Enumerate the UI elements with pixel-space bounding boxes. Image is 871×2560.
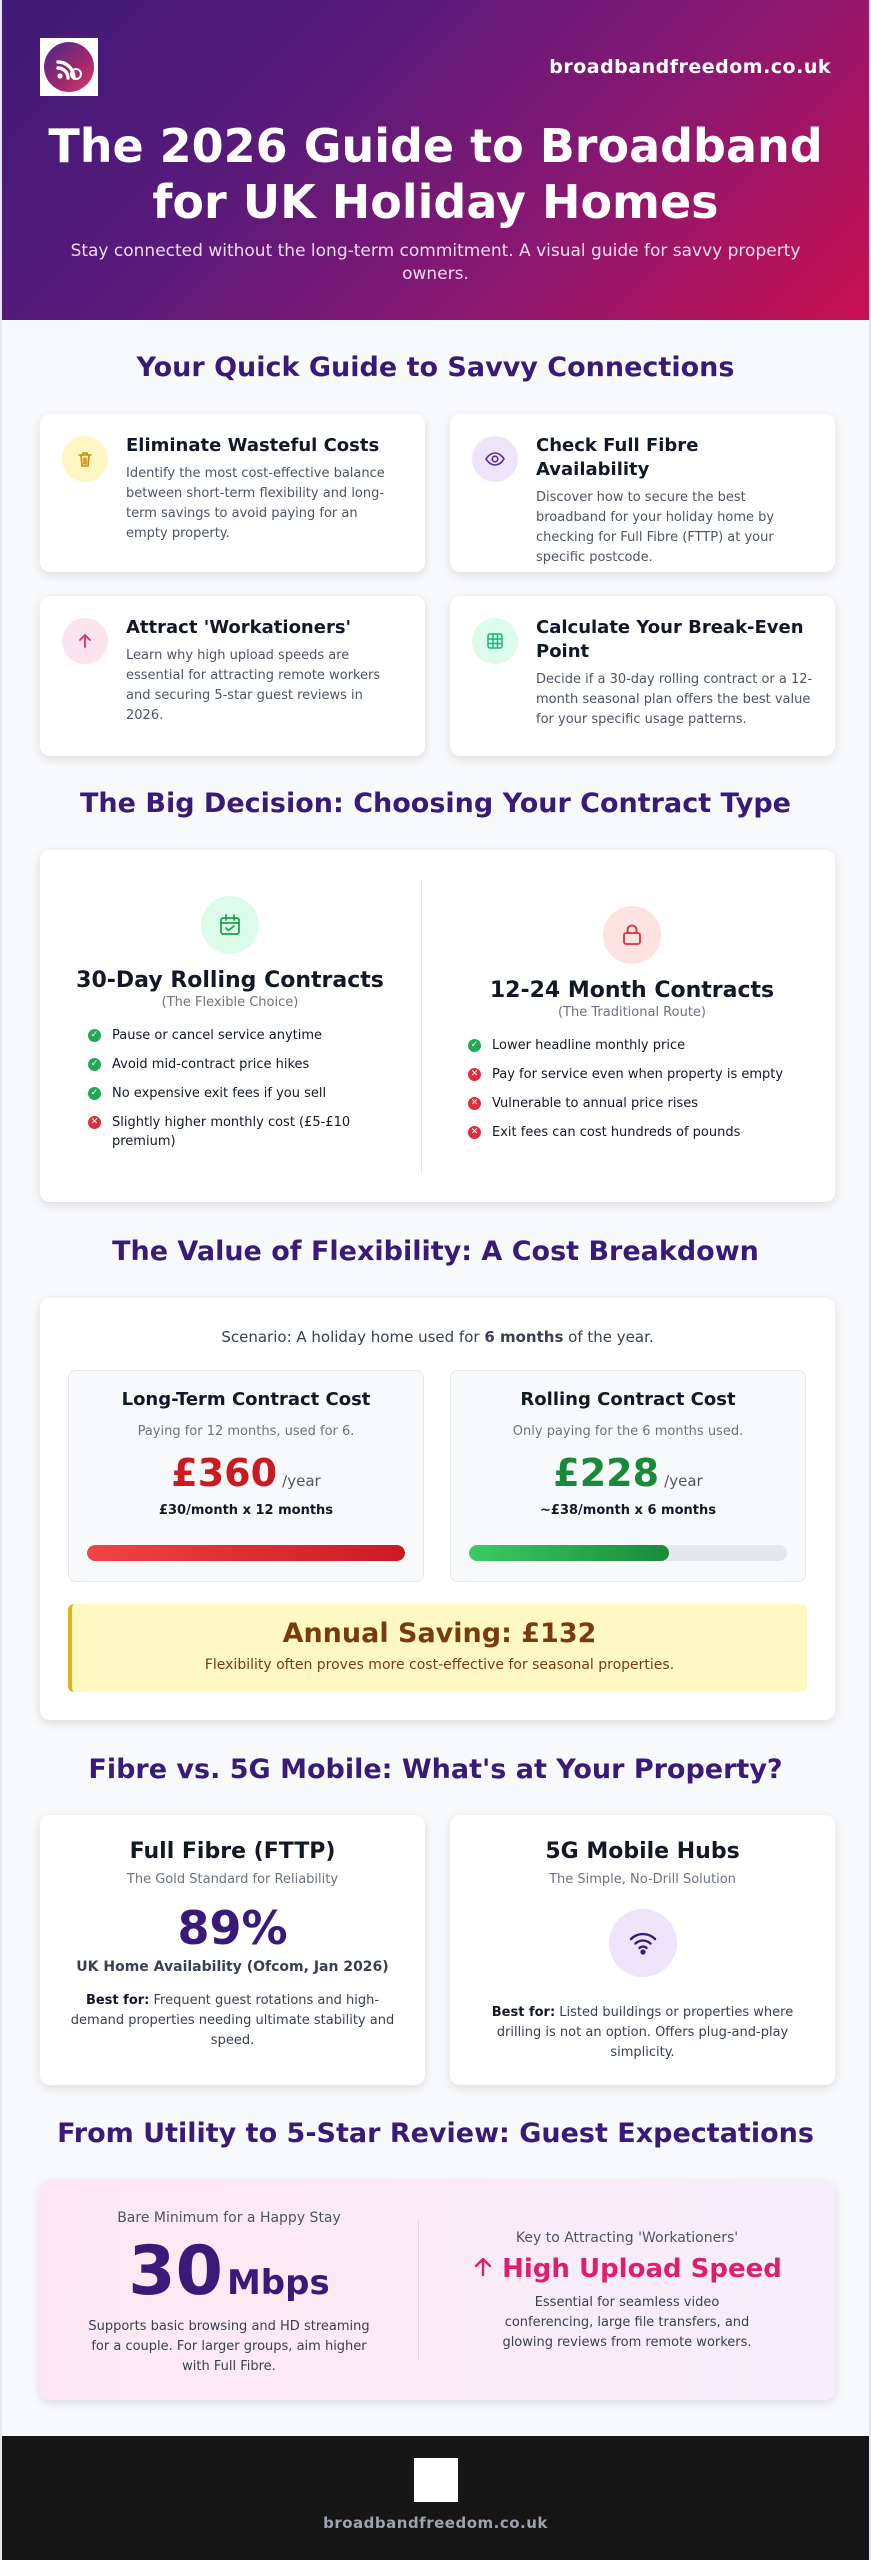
rolling-contract-column — [70, 896, 390, 1161]
annual-saving-callout — [68, 1604, 807, 1692]
long-term-contract-title: 12-24 Month Contracts — [489, 978, 775, 1003]
brand-logo[interactable] — [40, 38, 98, 96]
contract-comparison-card — [40, 850, 835, 1202]
guide-card-fibre — [450, 414, 835, 572]
page-title: The 2026 Guide to Broadband for UK Holiday Homes — [48, 119, 823, 229]
cost-bar-track — [469, 1545, 787, 1561]
full-fibre-card — [40, 1815, 425, 2085]
fibre-availability-stat: 89% — [177, 1901, 288, 1955]
guide-card-title: Attract 'Workationers' — [126, 617, 352, 638]
cost-box-subtitle: Only paying for the 6 months used. — [512, 1424, 744, 1439]
mobile-title: 5G Mobile Hubs — [545, 1839, 740, 1864]
mobile-best-for: Best for: Listed buildings or properties where drilling is not an option. Offers plug-and-play simplicity. — [491, 2005, 794, 2060]
guide-card-text: Decide if a 30-day rolling contract or a 12-month seasonal plan offers the best value for your specific usage patterns. — [536, 672, 813, 727]
minimum-speed-block — [40, 2210, 418, 2377]
fibre-stat-label: UK Home Availability (Ofcom, Jan 2026) — [76, 1959, 389, 1975]
page-subtitle: Stay connected without the long-term commitment. A visual guide for savvy property owners. — [70, 241, 801, 284]
decision-title: The Big Decision: Choosing Your Contract Type — [80, 788, 791, 819]
wifi-logo-icon — [44, 42, 94, 92]
cross-icon: ✕ — [468, 1097, 481, 1110]
long-term-contract-list — [452, 1036, 812, 1142]
wifi-icon — [609, 1909, 677, 1977]
cost-box-title: Rolling Contract Cost — [520, 1389, 736, 1410]
saving-text: Flexibility often proves more cost-effective for seasonal properties. — [204, 1657, 675, 1673]
minimum-speed-unit: Mbps — [226, 2263, 330, 2303]
guide-card-title: Check Full Fibre Availability — [536, 435, 699, 480]
saving-title: Annual Saving: £132 — [282, 1618, 597, 1649]
minimum-speed-text: Supports basic browsing and HD streaming for a couple. For larger groups, aim higher with Full Fibre. — [88, 2319, 370, 2374]
long-term-cost-bar — [87, 1545, 405, 1561]
rolling-contract-subtitle: (The Flexible Choice) — [161, 995, 299, 1010]
price-calculation: £30/month x 12 months — [158, 1503, 334, 1518]
guests-title: From Utility to 5-Star Review: Guest Expectations — [57, 2118, 814, 2149]
guide-card-breakeven — [450, 596, 835, 756]
calendar-icon — [201, 896, 259, 954]
list-item: ✓ Lower headline monthly price — [468, 1036, 812, 1055]
cross-icon: ✕ — [468, 1126, 481, 1139]
header-domain[interactable]: broadbandfreedom.co.uk — [549, 56, 831, 78]
list-item: ✕ Vulnerable to annual price rises — [468, 1094, 812, 1113]
cost-breakdown-card — [40, 1298, 835, 1720]
upload-speed-headline: High Upload Speed — [502, 2254, 782, 2284]
cost-box-title: Long-Term Contract Cost — [121, 1389, 371, 1410]
list-item: ✓ Avoid mid-contract price hikes — [88, 1055, 390, 1074]
minimum-speed-label: Bare Minimum for a Happy Stay — [117, 2210, 341, 2226]
rolling-contract-title: 30-Day Rolling Contracts — [76, 968, 384, 993]
price-calculation: ~£38/month x 6 months — [540, 1503, 716, 1518]
rolling-contract-list — [70, 1026, 390, 1151]
trash-icon — [62, 436, 108, 482]
footer-logo[interactable] — [414, 2458, 458, 2502]
cost-title: The Value of Flexibility: A Cost Breakdown — [112, 1236, 759, 1267]
arrow-up-icon — [472, 2255, 494, 2285]
rolling-price: £228 — [553, 1451, 660, 1495]
check-icon: ✓ — [468, 1039, 481, 1052]
footer — [2, 2436, 869, 2560]
hero-header — [2, 0, 869, 320]
fibre-best-for: Best for: Frequent guest rotations and high-demand properties needing ultimate stability and speed. — [70, 1993, 395, 2048]
footer-domain[interactable]: broadbandfreedom.co.uk — [323, 2514, 548, 2532]
list-item: ✕ Exit fees can cost hundreds of pounds — [468, 1123, 812, 1142]
check-icon: ✓ — [88, 1029, 101, 1042]
price-period: /year — [282, 1472, 321, 1490]
scenario-text: Scenario: A holiday home used for 6 months of the year. — [221, 1328, 654, 1346]
rolling-cost-bar — [469, 1545, 669, 1561]
long-term-cost-box — [68, 1370, 424, 1582]
cost-bar-track — [87, 1545, 405, 1561]
guide-card-text: Learn why high upload speeds are essential for attracting remote workers and securing 5-star guest reviews in 2026. — [126, 648, 381, 723]
mobile-subtitle: The Simple, No-Drill Solution — [549, 1872, 736, 1887]
guide-card-title: Eliminate Wasteful Costs — [126, 435, 380, 456]
upload-speed-label: Key to Attracting 'Workationers' — [515, 2230, 739, 2246]
guide-card-title: Calculate Your Break-Even Point — [536, 617, 804, 662]
upload-speed-text: Essential for seamless video conferencing, large file transfers, and glowing reviews from remote workers. — [502, 2294, 752, 2350]
check-icon: ✓ — [88, 1087, 101, 1100]
fibre-title: Full Fibre (FTTP) — [129, 1839, 336, 1864]
long-term-price: £360 — [171, 1451, 278, 1495]
divider — [421, 880, 422, 1174]
eye-icon — [472, 436, 518, 482]
long-term-contract-column — [452, 906, 812, 1152]
cost-box-subtitle: Paying for 12 months, used for 6. — [137, 1424, 355, 1439]
cross-icon: ✕ — [88, 1116, 101, 1129]
price-period: /year — [664, 1472, 703, 1490]
rolling-cost-box — [450, 1370, 806, 1582]
quick-guide-title: Your Quick Guide to Savvy Connections — [136, 352, 735, 383]
list-item: ✕ Pay for service even when property is empty — [468, 1065, 812, 1084]
list-item: ✕ Slightly higher monthly cost (£5-£10 premium) — [88, 1113, 390, 1151]
cross-icon: ✕ — [468, 1068, 481, 1081]
upload-speed-block — [419, 2230, 835, 2353]
guide-card-text: Identify the most cost-effective balance between short-term flexibility and long-term savings to avoid paying for an empty property. — [126, 466, 385, 541]
guest-expectations-card — [40, 2180, 835, 2400]
fibre-subtitle: The Gold Standard for Reliability — [126, 1872, 339, 1887]
grid-icon — [472, 618, 518, 664]
check-icon: ✓ — [88, 1058, 101, 1071]
guide-card-text: Discover how to secure the best broadband for your holiday home by checking for Full Fibre (FTTP) at your specific postcode. — [536, 490, 775, 565]
guide-card-costs — [40, 414, 425, 572]
5g-mobile-card — [450, 1815, 835, 2085]
guide-card-workationers — [40, 596, 425, 756]
long-term-contract-subtitle: (The Traditional Route) — [557, 1005, 706, 1020]
arrow-up-icon — [62, 618, 108, 664]
connectivity-title: Fibre vs. 5G Mobile: What's at Your Property? — [88, 1754, 783, 1785]
lock-icon — [603, 906, 661, 964]
list-item: ✓ No expensive exit fees if you sell — [88, 1084, 390, 1103]
list-item: ✓ Pause or cancel service anytime — [88, 1026, 390, 1045]
minimum-speed-number: 30 — [128, 2232, 223, 2311]
